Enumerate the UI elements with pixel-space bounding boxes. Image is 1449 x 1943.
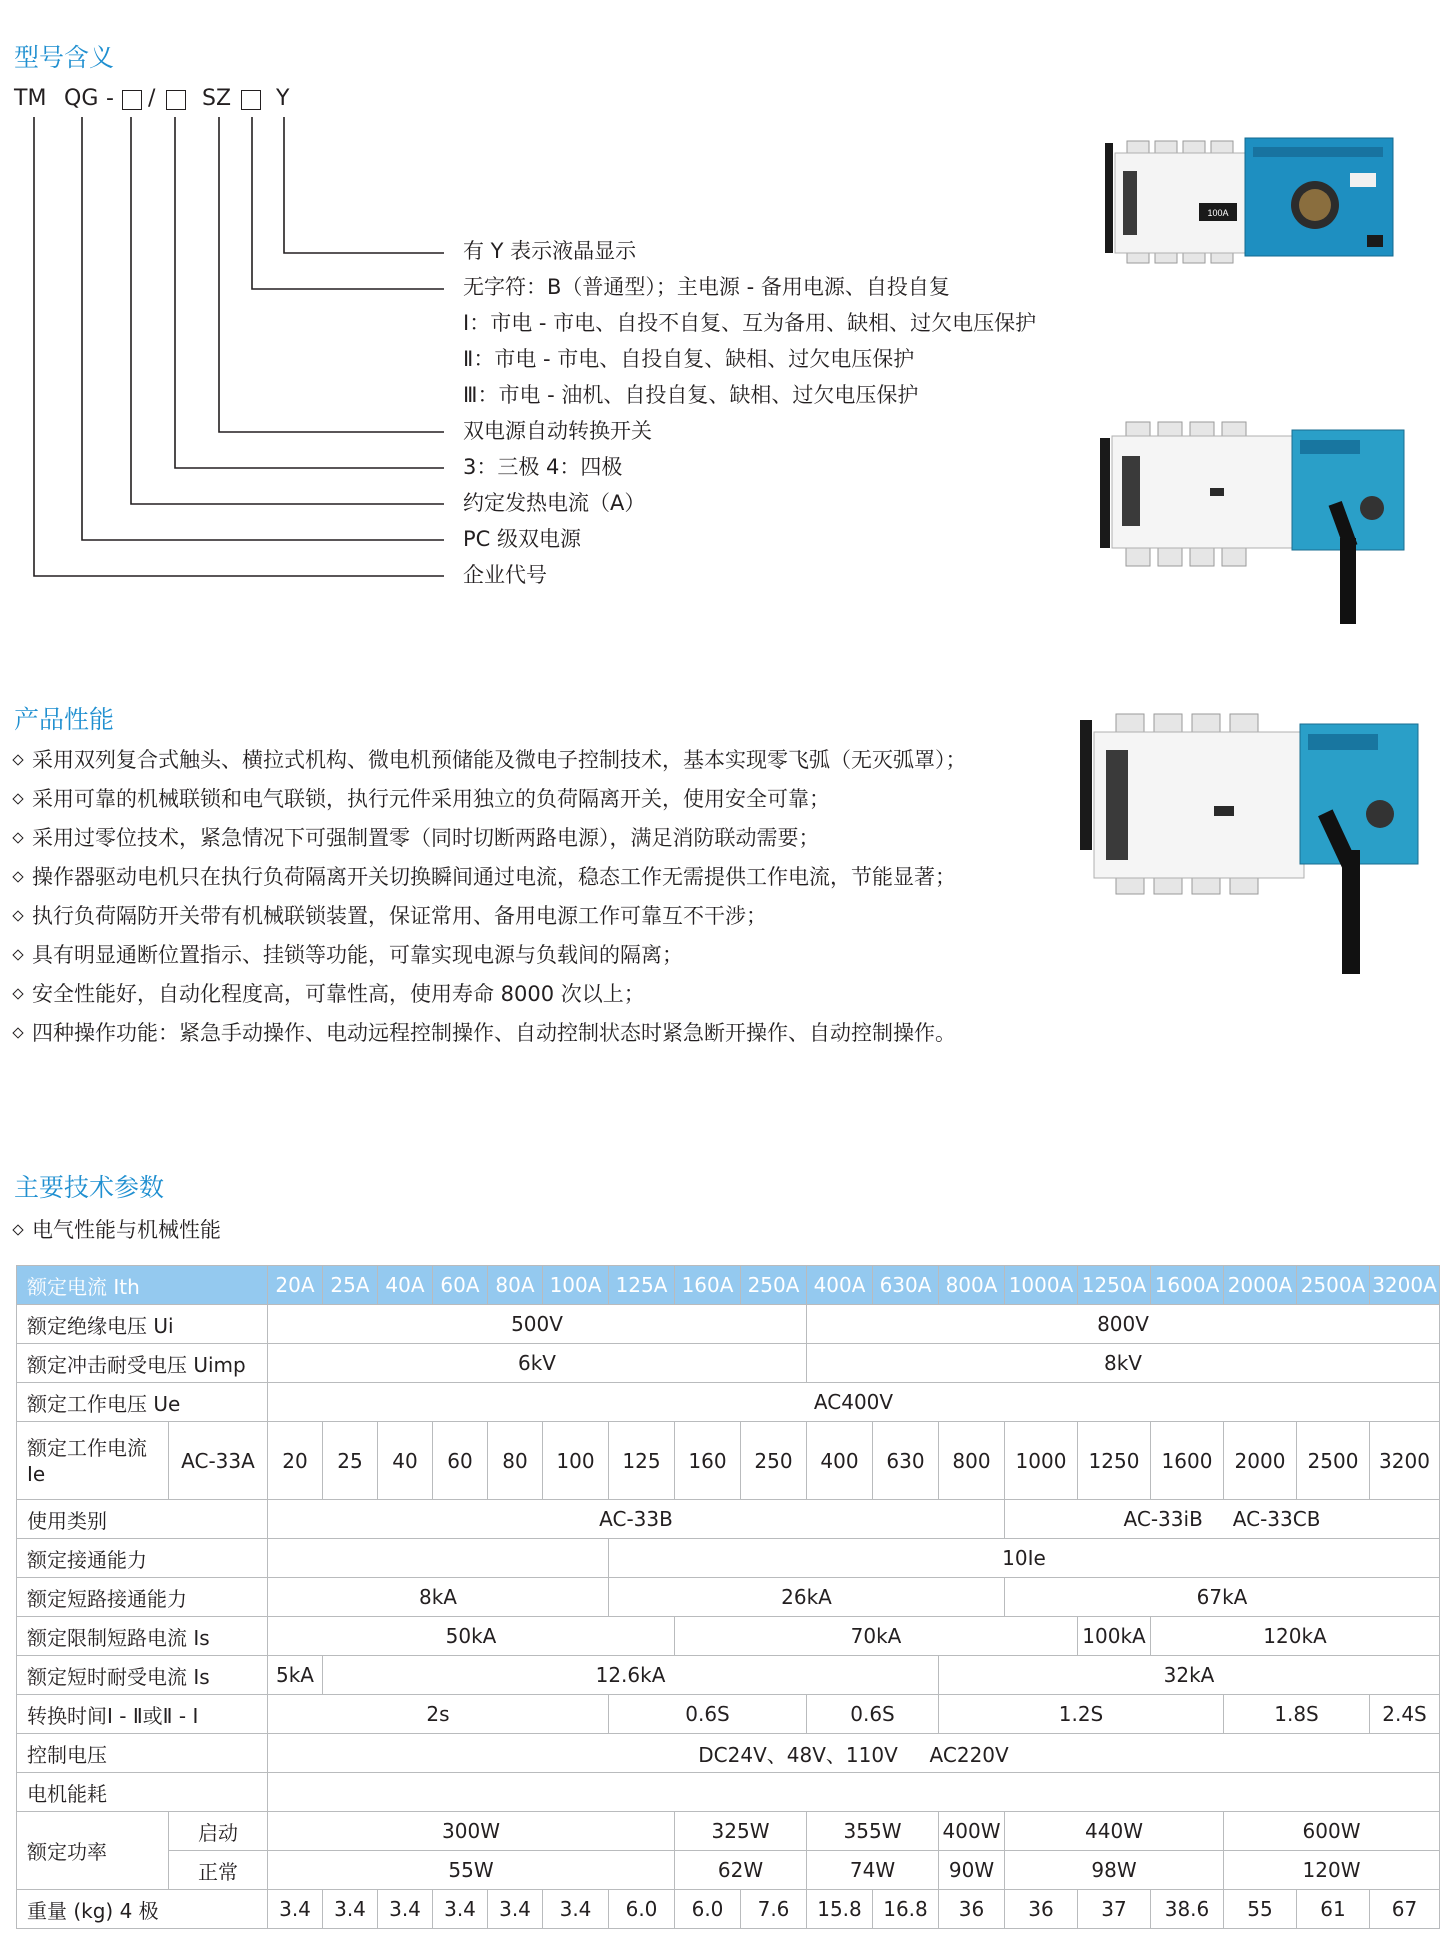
table-row <box>17 1890 1440 1929</box>
cell-ie-value: 20 <box>268 1422 323 1500</box>
cell-power-normal: 74W <box>807 1851 939 1890</box>
cell-ie-value: 2500 <box>1297 1422 1370 1500</box>
cell-short-time-2: 12.6kA <box>323 1656 939 1695</box>
cell-weight: 67 <box>1370 1890 1440 1929</box>
cell-weight: 3.4 <box>433 1890 488 1929</box>
table-row <box>17 1305 1440 1344</box>
model-code-y: Y <box>276 86 290 111</box>
table-row <box>17 1500 1440 1539</box>
diamond-bullet-icon <box>12 832 23 843</box>
row-label-motor: 电机能耗 <box>17 1773 268 1812</box>
cell-ie-value: 40 <box>378 1422 433 1500</box>
model-desc-type-1: Ⅰ：市电 - 市电、自投不自复、互为备用、缺相、过欠电压保护 <box>463 311 1037 335</box>
cell-limited-4: 120kA <box>1151 1617 1440 1656</box>
cell-category-2a: AC-33iB <box>1123 1507 1203 1531</box>
model-desc-no-char: 无字符：B（普通型）；主电源 - 备用电源、自投自复 <box>463 275 950 299</box>
header-current: 1250A <box>1078 1266 1151 1305</box>
cell-power-start: 400W <box>939 1812 1005 1851</box>
header-current: 160A <box>675 1266 741 1305</box>
cell-weight: 15.8 <box>807 1890 873 1929</box>
row-label-ie: 额定工作电流 Ie <box>17 1422 169 1500</box>
table-row <box>17 1578 1440 1617</box>
header-label: 额定电流 Ith <box>17 1266 268 1305</box>
cell-short-time-3: 32kA <box>939 1656 1440 1695</box>
cell-weight: 6.0 <box>609 1890 675 1929</box>
model-desc-poles: 3：三极 4：四极 <box>463 455 623 479</box>
cell-limited-2: 70kA <box>675 1617 1078 1656</box>
cell-weight: 3.4 <box>378 1890 433 1929</box>
model-code-tm: TM <box>14 86 47 111</box>
table-row <box>17 1851 1440 1890</box>
row-label-category: 使用类别 <box>17 1500 268 1539</box>
diamond-bullet-icon <box>12 910 23 921</box>
product-image-1 <box>1105 133 1395 273</box>
cell-ie-value: 2000 <box>1224 1422 1297 1500</box>
cell-ie-value: 60 <box>433 1422 488 1500</box>
cell-power-start: 355W <box>807 1812 939 1851</box>
cell-ui-1: 500V <box>268 1305 807 1344</box>
row-label-weight: 重量 (kg) 4 极 <box>17 1890 268 1929</box>
cell-ie-value: 800 <box>939 1422 1005 1500</box>
header-current: 80A <box>488 1266 543 1305</box>
section-title-specs: 主要技术参数 <box>14 1173 165 1202</box>
model-desc-pc: PC 级双电源 <box>463 527 582 551</box>
cell-category-1: AC-33B <box>268 1500 1005 1539</box>
cell-limited-3: 100kA <box>1078 1617 1151 1656</box>
row-label-short-making: 额定短路接通能力 <box>17 1578 268 1617</box>
cell-weight: 3.4 <box>268 1890 323 1929</box>
table-row <box>17 1812 1440 1851</box>
product-image-3 <box>1080 710 1430 980</box>
cell-power-start: 600W <box>1224 1812 1440 1851</box>
cell-power-start: 325W <box>675 1812 807 1851</box>
cell-ie-value: 80 <box>488 1422 543 1500</box>
cell-category-2b: AC-33CB <box>1232 1507 1321 1531</box>
cell-category-2 <box>1005 1500 1440 1539</box>
cell-weight: 55 <box>1224 1890 1297 1929</box>
row-label-transfer: 转换时间Ⅰ - Ⅱ或Ⅱ - Ⅰ <box>17 1695 268 1734</box>
model-code-qg: QG <box>64 86 99 111</box>
cell-power-normal: 120W <box>1224 1851 1440 1890</box>
header-current: 2000A <box>1224 1266 1297 1305</box>
table-row <box>17 1344 1440 1383</box>
cell-limited-1: 50kA <box>268 1617 675 1656</box>
diamond-bullet-icon <box>12 988 23 999</box>
cell-short-making-2: 26kA <box>609 1578 1005 1617</box>
header-current: 2500A <box>1297 1266 1370 1305</box>
cell-uimp-1: 6kV <box>268 1344 807 1383</box>
header-current: 800A <box>939 1266 1005 1305</box>
cell-transfer-3: 0.6S <box>807 1695 939 1734</box>
cell-weight: 3.4 <box>543 1890 609 1929</box>
feature-item: 执行负荷隔防开关带有机械联锁装置，保证常用、备用电源工作可靠互不干涉； <box>14 901 767 931</box>
cell-power-normal: 55W <box>268 1851 675 1890</box>
cell-uimp-2: 8kV <box>807 1344 1440 1383</box>
row-label-ui: 额定绝缘电压 Ui <box>17 1305 268 1344</box>
feature-item: 安全性能好，自动化程度高，可靠性高，使用寿命 8000 次以上； <box>14 979 645 1009</box>
feature-item: 具有明显通断位置指示、挂锁等功能，可靠实现电源与负载间的隔离； <box>14 940 683 970</box>
cell-weight: 36 <box>939 1890 1005 1929</box>
cell-making-2: 10Ie <box>609 1539 1440 1578</box>
header-current: 1600A <box>1151 1266 1224 1305</box>
model-desc-lcd: 有 Y 表示液晶显示 <box>463 239 637 263</box>
cell-ie-value: 3200 <box>1370 1422 1440 1500</box>
table-row <box>17 1617 1440 1656</box>
feature-item: 采用双列复合式触头、横拉式机构、微电机预储能及微电子控制技术，基本实现零飞弧（无灭弧罩）； <box>14 745 967 775</box>
cell-weight: 37 <box>1078 1890 1151 1929</box>
header-current: 630A <box>873 1266 939 1305</box>
cell-power-normal: 62W <box>675 1851 807 1890</box>
table-row <box>17 1734 1440 1773</box>
feature-item: 采用过零位技术，紧急情况下可强制置零（同时切断两路电源），满足消防联动需要； <box>14 823 820 853</box>
cell-motor <box>268 1773 1440 1812</box>
section-title-performance: 产品性能 <box>14 705 115 734</box>
model-code-slash: / <box>148 86 156 111</box>
cell-weight: 61 <box>1297 1890 1370 1929</box>
cell-transfer-4: 1.2S <box>939 1695 1224 1734</box>
section-title-model: 型号含义 <box>14 43 115 72</box>
header-current: 60A <box>433 1266 488 1305</box>
cell-short-time-1: 5kA <box>268 1656 323 1695</box>
cell-ie-value: 630 <box>873 1422 939 1500</box>
cell-short-making-1: 8kA <box>268 1578 609 1617</box>
cell-transfer-1: 2s <box>268 1695 609 1734</box>
cell-ie-value: 1250 <box>1078 1422 1151 1500</box>
cell-short-making-3: 67kA <box>1005 1578 1440 1617</box>
subsection-electrical: 电气性能与机械性能 <box>14 1215 221 1245</box>
cell-ie-category: AC-33A <box>169 1422 268 1500</box>
cell-ie-value: 160 <box>675 1422 741 1500</box>
diamond-bullet-icon <box>12 1224 23 1235</box>
table-row <box>17 1773 1440 1812</box>
cell-ui-2: 800V <box>807 1305 1440 1344</box>
table-row <box>17 1383 1440 1422</box>
table-header-row <box>17 1266 1440 1305</box>
cell-power-normal: 90W <box>939 1851 1005 1890</box>
model-desc-type-3: Ⅲ：市电 - 油机、自投自复、缺相、过欠电压保护 <box>463 383 919 407</box>
header-current: 25A <box>323 1266 378 1305</box>
table-row <box>17 1539 1440 1578</box>
cell-ie-value: 1600 <box>1151 1422 1224 1500</box>
table-row <box>17 1422 1440 1500</box>
header-current: 3200A <box>1370 1266 1440 1305</box>
row-label-control: 控制电压 <box>17 1734 268 1773</box>
cell-power-start: 440W <box>1005 1812 1224 1851</box>
cell-control: DC24V、48V、110V AC220V <box>268 1734 1440 1773</box>
cell-making-1 <box>268 1539 609 1578</box>
cell-power-normal: 98W <box>1005 1851 1224 1890</box>
cell-weight: 3.4 <box>323 1890 378 1929</box>
cell-ie-value: 250 <box>741 1422 807 1500</box>
header-current: 400A <box>807 1266 873 1305</box>
model-code-dash: - <box>106 86 114 111</box>
feature-item: 操作器驱动电机只在执行负荷隔离开关切换瞬间通过电流，稳态工作无需提供工作电流，节能显著； <box>14 862 956 892</box>
cell-ue: AC400V <box>268 1383 1440 1422</box>
model-code-sz: SZ <box>202 86 232 111</box>
cell-transfer-2: 0.6S <box>609 1695 807 1734</box>
feature-item: 四种操作功能：紧急手动操作、电动远程控制操作、自动控制状态时紧急断开操作、自动控制操作。 <box>14 1018 956 1048</box>
table-row <box>17 1695 1440 1734</box>
cell-ie-value: 1000 <box>1005 1422 1078 1500</box>
cell-weight: 38.6 <box>1151 1890 1224 1929</box>
diamond-bullet-icon <box>12 793 23 804</box>
cell-ie-value: 100 <box>543 1422 609 1500</box>
product-image-2 <box>1100 418 1410 633</box>
header-current: 125A <box>609 1266 675 1305</box>
header-current: 40A <box>378 1266 433 1305</box>
model-desc-switch: 双电源自动转换开关 <box>463 419 652 443</box>
row-label-power: 额定功率 <box>17 1812 169 1890</box>
cell-transfer-5: 1.8S <box>1224 1695 1370 1734</box>
cell-ie-value: 400 <box>807 1422 873 1500</box>
row-label-limited: 额定限制短路电流 Is <box>17 1617 268 1656</box>
header-current: 100A <box>543 1266 609 1305</box>
cell-power-start: 300W <box>268 1812 675 1851</box>
spec-table <box>16 1265 1440 1929</box>
model-desc-current: 约定发热电流（A） <box>463 491 646 515</box>
cell-weight: 36 <box>1005 1890 1078 1929</box>
cell-ie-value: 125 <box>609 1422 675 1500</box>
diamond-bullet-icon <box>12 871 23 882</box>
diamond-bullet-icon <box>12 754 23 765</box>
row-label-uimp: 额定冲击耐受电压 Uimp <box>17 1344 268 1383</box>
header-current: 1000A <box>1005 1266 1078 1305</box>
table-row <box>17 1656 1440 1695</box>
header-current: 250A <box>741 1266 807 1305</box>
feature-item: 采用可靠的机械联锁和电气联锁，执行元件采用独立的负荷隔离开关，使用安全可靠； <box>14 784 830 814</box>
cell-weight: 6.0 <box>675 1890 741 1929</box>
row-label-power-normal: 正常 <box>169 1851 268 1890</box>
cell-weight: 16.8 <box>873 1890 939 1929</box>
model-desc-type-2: Ⅱ：市电 - 市电、自投自复、缺相、过欠电压保护 <box>463 347 915 371</box>
row-label-ue: 额定工作电压 Ue <box>17 1383 268 1422</box>
cell-weight: 3.4 <box>488 1890 543 1929</box>
header-current: 20A <box>268 1266 323 1305</box>
model-desc-company: 企业代号 <box>463 563 547 587</box>
row-label-making: 额定接通能力 <box>17 1539 268 1578</box>
cell-transfer-6: 2.4S <box>1370 1695 1440 1734</box>
cell-weight: 7.6 <box>741 1890 807 1929</box>
diamond-bullet-icon <box>12 949 23 960</box>
row-label-power-start: 启动 <box>169 1812 268 1851</box>
row-label-short-time: 额定短时耐受电流 Is <box>17 1656 268 1695</box>
product-label-100a: 100A <box>1207 208 1229 218</box>
diamond-bullet-icon <box>12 1027 23 1038</box>
cell-ie-value: 25 <box>323 1422 378 1500</box>
